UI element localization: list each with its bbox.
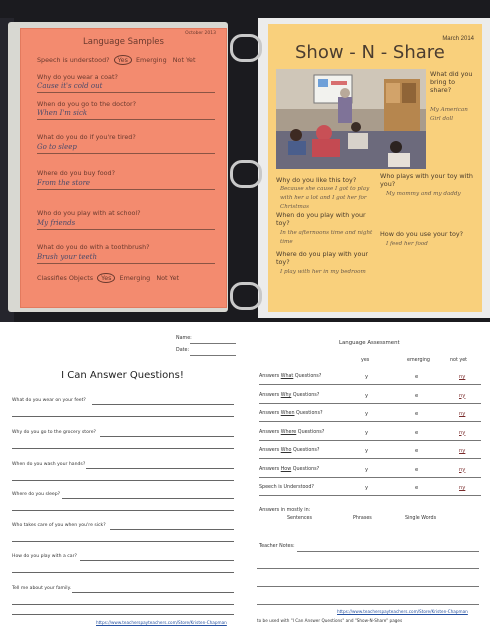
label-prefix: Answers bbox=[259, 466, 281, 472]
question-sick: Who takes care of you when you're sick? bbox=[12, 523, 106, 528]
a-why-like: Because she cause I got to play with her a lot and I got her for Christmas bbox=[280, 186, 370, 210]
mark-yes[interactable]: y bbox=[365, 466, 369, 473]
row-divider bbox=[259, 495, 481, 496]
binder-rings bbox=[226, 20, 262, 320]
speech-notyet: Not Yet bbox=[172, 56, 196, 64]
answer-line bbox=[12, 614, 234, 615]
question-sleep: Where do you sleep? bbox=[12, 492, 61, 497]
row-divider bbox=[259, 458, 481, 459]
mark-not-yet[interactable]: ny bbox=[459, 374, 466, 380]
sheet-title: I Can Answer Questions! bbox=[61, 370, 184, 381]
label-question-word: Why bbox=[280, 392, 292, 398]
notes-line bbox=[257, 568, 479, 569]
store-link[interactable]: https://www.teacherspayteachers.com/Store/Kristen-Chapman bbox=[96, 620, 227, 625]
assessment-row-label bbox=[259, 430, 324, 435]
label-suffix: Questions? bbox=[293, 374, 322, 379]
question-2: When do you go to the doctor? bbox=[37, 100, 137, 108]
col-not-yet: not yet bbox=[450, 358, 468, 363]
classifies-label: Classifies Objects bbox=[37, 274, 94, 282]
label-prefix: Answers bbox=[259, 429, 281, 435]
assessment-title: Language Assessment bbox=[339, 340, 400, 346]
label-question-word: Where bbox=[280, 429, 297, 435]
answer-line bbox=[37, 263, 215, 264]
date-line bbox=[190, 355, 236, 356]
answer-line bbox=[86, 468, 234, 469]
notes-line bbox=[297, 551, 479, 552]
page-date: March 2014 bbox=[442, 36, 474, 42]
q-why-like: Why do you like this toy? bbox=[276, 176, 357, 184]
speech-label: Speech is understood? bbox=[37, 56, 110, 64]
label-suffix: Questions? bbox=[291, 448, 320, 453]
assessment-row-label bbox=[259, 485, 314, 490]
classifies-notyet: Not Yet bbox=[156, 274, 180, 282]
answer-line bbox=[12, 480, 234, 481]
label-suffix: Questions? bbox=[291, 466, 320, 472]
answer-line bbox=[80, 560, 234, 561]
answer-5: My friends bbox=[37, 219, 76, 227]
speech-understood bbox=[37, 55, 196, 65]
question-6: What do you do with a toothbrush? bbox=[37, 243, 150, 251]
mostly-single-words: Single Words bbox=[405, 516, 437, 521]
mark-emerging[interactable]: e bbox=[415, 466, 419, 473]
page-title: Language Samples bbox=[83, 37, 164, 47]
question-family: Tell me about your family. bbox=[12, 586, 72, 591]
language-assessment-sheet bbox=[245, 322, 490, 640]
binder-ring bbox=[230, 34, 262, 62]
a-what-brought: My American Girl doll bbox=[430, 107, 468, 122]
answer-1: Cause it's cold out bbox=[37, 82, 103, 90]
a-when-play: In the afternoons time and night time bbox=[280, 230, 373, 245]
mark-yes[interactable]: y bbox=[365, 485, 369, 491]
answer-line bbox=[37, 92, 215, 93]
question-car: How do you play with a car? bbox=[12, 554, 77, 559]
language-samples-page bbox=[20, 28, 227, 308]
mark-yes[interactable]: y bbox=[365, 392, 369, 399]
question-grocery: Why do you go to the grocery store? bbox=[12, 430, 96, 435]
answer-line bbox=[37, 119, 215, 120]
name-line bbox=[190, 343, 236, 344]
classifies-objects bbox=[37, 273, 179, 283]
mostly-phrases: Phrases bbox=[353, 516, 372, 521]
notes-line bbox=[257, 586, 479, 587]
answer-3: Go to sleep bbox=[37, 143, 77, 151]
assessment-row bbox=[259, 389, 481, 405]
col-emerging: emerging bbox=[407, 358, 430, 363]
label-suffix: Questions? bbox=[296, 429, 325, 435]
classifies-emerging: Emerging bbox=[119, 274, 151, 282]
row-divider bbox=[259, 440, 481, 441]
i-can-answer-sheet bbox=[0, 322, 245, 640]
answer-line bbox=[12, 448, 234, 449]
mark-emerging[interactable]: e bbox=[415, 411, 419, 417]
answer-6: Brush your teeth bbox=[37, 253, 97, 261]
assessment-row-label bbox=[259, 411, 323, 416]
answer-line bbox=[12, 416, 234, 417]
q-how-use: How do you use your toy? bbox=[380, 230, 464, 238]
label-prefix: Speech is Understood? bbox=[259, 485, 314, 490]
answer-line bbox=[72, 592, 234, 593]
answer-4: From the store bbox=[37, 179, 91, 187]
answer-line bbox=[37, 229, 215, 230]
speech-emerging: Emerging bbox=[136, 56, 167, 64]
row-divider bbox=[259, 421, 481, 422]
mark-emerging[interactable]: e bbox=[415, 485, 419, 491]
question-hands: When do you wash your hands? bbox=[12, 462, 86, 467]
mark-not-yet[interactable]: ny bbox=[459, 429, 466, 436]
classroom-photo bbox=[276, 69, 426, 169]
answer-line bbox=[37, 189, 215, 190]
mostly-label: Answers in mostly in: bbox=[259, 508, 311, 513]
mark-emerging[interactable]: e bbox=[415, 392, 419, 399]
classroom-photo-image bbox=[276, 69, 426, 169]
assessment-row-label bbox=[259, 467, 319, 472]
mark-not-yet[interactable]: ny bbox=[459, 466, 466, 473]
assessment-row-label bbox=[259, 393, 319, 398]
answer-line bbox=[12, 510, 234, 511]
binder-ring bbox=[230, 160, 262, 188]
mark-not-yet[interactable]: ny bbox=[459, 392, 466, 399]
answer-line bbox=[100, 436, 234, 437]
row-divider bbox=[259, 403, 481, 404]
answer-2: When I'm sick bbox=[37, 109, 88, 117]
label-question-word: What bbox=[280, 374, 294, 379]
answer-line bbox=[37, 153, 215, 154]
assessment-row-label bbox=[259, 374, 321, 379]
show-n-share-page bbox=[268, 24, 482, 312]
label-question-word: When bbox=[280, 411, 295, 416]
label-suffix: Questions? bbox=[291, 392, 320, 398]
label-prefix: Answers bbox=[259, 411, 281, 416]
label-prefix: Answers bbox=[259, 374, 281, 379]
question-1: Why do you wear a coat? bbox=[37, 73, 118, 81]
label-suffix: Questions? bbox=[294, 411, 323, 416]
answer-line bbox=[92, 404, 234, 405]
assessment-row bbox=[259, 370, 481, 386]
assessment-row bbox=[259, 481, 481, 497]
answer-line bbox=[12, 604, 234, 605]
row-divider bbox=[259, 384, 481, 385]
q-when-play: When do you play with your toy? bbox=[276, 211, 366, 227]
assessment-row bbox=[259, 444, 481, 460]
store-link[interactable]: https://www.teacherspayteachers.com/Store/Kristen-Chapman bbox=[337, 609, 468, 614]
mark-yes[interactable]: y bbox=[365, 374, 369, 380]
row-divider bbox=[259, 477, 481, 478]
mark-not-yet[interactable]: ny bbox=[459, 411, 466, 417]
mark-yes[interactable]: y bbox=[365, 448, 369, 454]
a-how-use: I feed her food bbox=[386, 241, 428, 247]
a-who-plays: My mommy and my daddy bbox=[386, 191, 461, 197]
mark-yes[interactable]: y bbox=[365, 411, 369, 417]
a-where-play: I play with her in my bedroom bbox=[280, 269, 366, 275]
question-feet: What do you wear on your feet? bbox=[12, 398, 86, 403]
label-prefix: Answers bbox=[259, 448, 281, 453]
q-what-brought: What did you bring to share? bbox=[430, 70, 473, 94]
answer-line bbox=[62, 498, 234, 499]
mostly-sentences: Sentences bbox=[287, 516, 312, 521]
mark-yes[interactable]: y bbox=[365, 429, 369, 436]
assessment-row bbox=[259, 426, 481, 442]
q-who-plays: Who plays with your toy with you? bbox=[380, 172, 473, 188]
assessment-row-label bbox=[259, 448, 319, 453]
binder-ring bbox=[230, 282, 262, 310]
mark-not-yet[interactable]: ny bbox=[459, 448, 466, 454]
label-question-word: How bbox=[280, 466, 292, 472]
mark-emerging[interactable]: e bbox=[415, 374, 419, 380]
answer-line bbox=[12, 541, 234, 542]
mark-emerging[interactable]: e bbox=[415, 448, 419, 454]
notes-line bbox=[257, 604, 479, 605]
name-label: Name: bbox=[176, 336, 192, 341]
label-prefix: Answers bbox=[259, 392, 281, 398]
mark-not-yet[interactable]: ny bbox=[459, 485, 466, 491]
col-yes: yes bbox=[361, 358, 370, 363]
teacher-notes-label: Teacher Notes: bbox=[259, 544, 295, 549]
q-where-play: Where do you play with your toy? bbox=[276, 250, 369, 266]
speech-yes-circled: Yes bbox=[114, 55, 132, 65]
question-4: Where do you buy food? bbox=[37, 169, 115, 177]
assessment-row bbox=[259, 463, 481, 479]
label-question-word: Who bbox=[280, 448, 292, 453]
classifies-yes-circled: Yes bbox=[97, 273, 115, 283]
question-5: Who do you play with at school? bbox=[37, 209, 141, 217]
page-date: October 2013 bbox=[185, 31, 216, 36]
answer-line bbox=[110, 529, 234, 530]
page-title: Show - N - Share bbox=[295, 42, 445, 63]
mark-emerging[interactable]: e bbox=[415, 429, 419, 436]
question-3: What do you do if you're tired? bbox=[37, 133, 136, 141]
answer-line bbox=[12, 572, 234, 573]
footer-note: to be used with "I Can Answer Questions" and "Show-N-Share" pages bbox=[257, 618, 403, 623]
assessment-row bbox=[259, 407, 481, 423]
date-label: Date: bbox=[176, 348, 190, 353]
